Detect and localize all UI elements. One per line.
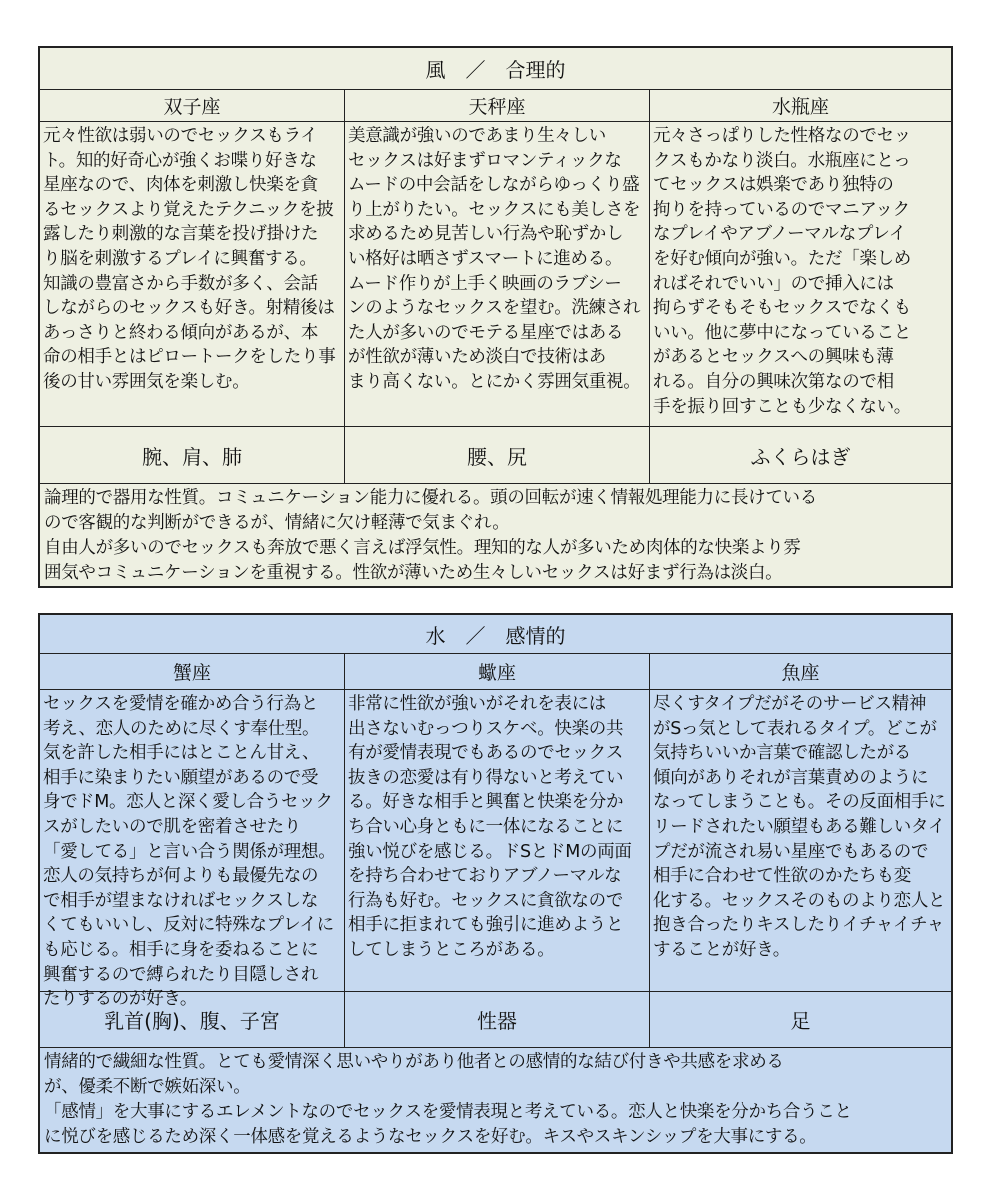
sign-name: 蟹座 (40, 654, 345, 689)
text-line: る。好きな相手と興奮と快楽を分か (348, 792, 624, 813)
text-line: プだが流され易い星座でもあるので (653, 841, 929, 862)
sign-header-row (40, 654, 951, 690)
text-line: することが好き。 (653, 939, 790, 960)
text-line: 元々性欲は弱いのでセックスもライ (43, 126, 318, 146)
sign-description (40, 122, 345, 426)
sign-name: 蠍座 (345, 654, 650, 689)
sign-description (345, 690, 650, 991)
text-line: 元々さっぱりした性格なのでセッ (653, 126, 911, 146)
text-line: 相手に拒まれても強引に進めようと (348, 915, 624, 936)
text-line: たりするのが好き。 (43, 989, 198, 1010)
air-element-table (38, 46, 953, 588)
text-line: 尽くすタイプだがそのサービス精神 (653, 694, 927, 714)
text-line: くてもいいし、反対に特殊なプレイに (43, 915, 334, 936)
text-line: が、優柔不断で嫉妬深い。 (44, 1077, 251, 1097)
body-part: ふくらはぎ (750, 444, 851, 469)
text-line: スがしたいので肌を密着させたり (43, 816, 301, 837)
text-line: 抱き合ったりキスしたりイチャイチャ (653, 915, 944, 936)
text-line: 気を許した相手にはとことん甘え、 (43, 743, 320, 764)
text-line: 相手に染まりたい願望があるので受 (43, 767, 319, 788)
text-line: 拘らずそもそもセックスでなくも (653, 298, 911, 319)
body-part: 乳首(胸)、腹、子宮 (40, 992, 345, 1047)
text-line: 情緒的で繊細な性質。とても愛情深く思いやりがあり他者との感情的な結び付きや共感を求める (44, 1052, 784, 1072)
text-line: り上がりたい。セックスにも美しさを (348, 199, 641, 220)
text-line: 拘りを持っているのでマニアック (653, 199, 910, 220)
sign-description (40, 690, 345, 1010)
text-line: なプレイやアブノーマルなプレイ (653, 224, 906, 245)
text-line: を持ち合わせておりアブノーマルな (348, 866, 622, 887)
text-line: も応じる。相手に身を委ねることに (43, 939, 319, 960)
text-line: 行為も好む。セックスに貪欲なので (348, 890, 624, 911)
text-line: セックスを愛情を確かめ合う行為と (43, 694, 319, 714)
text-line: セックスは好まずロマンティックな (348, 150, 622, 171)
text-line: なってしまうことも。その反面相手に (653, 792, 946, 813)
text-line: 強い悦びを感じる。ドSとドMの両面 (348, 841, 632, 862)
text-line: 恋人の気持ちが何よりも最優先なの (43, 866, 319, 887)
text-line: があるとセックスへの興味も薄 (653, 347, 894, 368)
description-row (40, 122, 951, 427)
water-element-table (38, 613, 953, 1154)
text-line: 囲気やコミュニケーションを重視する。性欲が薄いため生々しいセックスは好まず行為は淡白。 (44, 563, 783, 583)
text-line: いい。他に夢中になっていること (653, 322, 911, 343)
text-line: ンのようなセックスを望む。洗練され (348, 298, 641, 319)
text-line: あっさりと終わる傾向があるが、本 (43, 322, 319, 343)
text-line: してしまうところがある。 (348, 939, 555, 960)
text-line: い格好は晒さずスマートに進める。 (348, 248, 623, 269)
sign-name: 双子座 (40, 90, 345, 121)
text-line: で相手が望まなければセックスしな (43, 890, 319, 911)
text-line: 有が愛情表現でもあるのでセックス (348, 743, 624, 764)
text-line: てセックスは娯楽であり独特の (653, 175, 894, 196)
table-title: 水 ／ 感情的 (40, 615, 951, 654)
body-part-row (40, 427, 951, 484)
text-line: 考え、恋人のために尽くす奉仕型。 (43, 718, 320, 739)
text-line: 興奮するので縛られたり目隠しされ (43, 964, 319, 985)
element-summary (40, 484, 951, 586)
text-line: が性欲が薄いため淡白で技術はあ (348, 347, 606, 368)
text-line: 露したり刺激的な言葉を投げ掛けた (43, 224, 319, 245)
text-line: り脳を刺激するプレイに興奮する。 (43, 248, 317, 269)
text-line: を好む傾向が強い。ただ「楽しめ (653, 248, 911, 269)
text-line: 化する。セックスそのものより恋人と (653, 890, 946, 911)
text-line: 命の相手とはピロートークをしたり事 (43, 347, 336, 368)
element-summary (40, 1048, 951, 1152)
body-part-row (40, 992, 951, 1048)
text-line: 傾向がありそれが言葉責めのように (653, 767, 929, 788)
text-line: がSっ気として表れるタイプ。どこが (653, 718, 937, 739)
text-line: 身でドM。恋人と深く愛し合うセック (43, 792, 333, 813)
text-line: 抜きの恋愛は有り得ないと考えてい (348, 767, 624, 788)
text-line: ち合い心身ともに一体になることに (348, 816, 624, 837)
description-row (40, 690, 951, 1010)
sign-name: 水瓶座 (771, 96, 829, 118)
text-line: ので客観的な判断ができるが、情緒に欠け軽薄で気まぐれ。 (44, 513, 510, 533)
text-line: 求めるため見苦しい行為や恥ずかし (348, 224, 624, 245)
text-line: リードされたい願望もある難しいタイ (653, 816, 946, 837)
text-line: 手を振り回すことも少なくない。 (653, 396, 911, 417)
text-line: ムードの中会話をしながらゆっくり盛 (348, 175, 640, 196)
text-line: るセックスより覚えたテクニックを披 (43, 199, 334, 220)
sign-header-row (40, 90, 951, 122)
text-line: 知識の豊富さから手数が多く、会話 (43, 273, 318, 294)
text-line: ト。知的好奇心が強くお喋り好きな (43, 150, 317, 171)
sign-name: 魚座 (781, 662, 820, 684)
table-title: 風 ／ 合理的 (40, 48, 951, 90)
text-line: れる。自分の興味次第なので相 (653, 371, 894, 392)
text-line: ればそれでいい」ので挿入には (653, 273, 894, 294)
text-line: ムード作りが上手く映画のラブシー (348, 273, 622, 294)
sign-description (345, 122, 650, 426)
body-part: 足 (790, 1009, 811, 1033)
body-part: 腰、尻 (345, 427, 650, 483)
text-line: 相手に合わせて性欲のかたちも変 (653, 866, 911, 887)
text-line: 自由人が多いのでセックスも奔放で悪く言えば浮気性。理知的な人が多いため肉体的な快楽より雰 (44, 538, 801, 558)
text-line: クスもかなり淡白。水瓶座にとっ (653, 150, 911, 171)
text-line: 「愛してる」と言い合う関係が理想。 (43, 841, 336, 862)
text-line: た人が多いのでモテる星座ではある (348, 322, 624, 343)
text-line: 論理的で器用な性質。コミュニケーション能力に優れる。頭の回転が速く情報処理能力に長けている (44, 488, 817, 508)
sign-description (650, 690, 951, 991)
text-line: 非常に性欲が強いがそれを表には (348, 694, 606, 714)
text-line: しながらのセックスも好き。射精後は (43, 298, 335, 319)
text-line: 後の甘い雰囲気を楽しむ。 (43, 371, 250, 392)
text-line: 出さないむっつりスケベ。快楽の共 (348, 718, 624, 739)
body-part: 腕、肩、肺 (40, 427, 345, 483)
text-line: まり高くない。とにかく雰囲気重視。 (348, 371, 641, 392)
text-line: に悦びを感じるため深く一体感を覚えるようなセックスを好む。キスやスキンシップを大事にする。 (44, 1127, 817, 1147)
body-part: 性器 (345, 992, 650, 1047)
sign-name: 天秤座 (345, 90, 650, 121)
sign-description (650, 122, 951, 426)
text-line: 「感情」を大事にするエレメントなのでセックスを愛情表現と考えている。恋人と快楽を分かち合うこと (44, 1102, 852, 1122)
text-line: 星座なので、肉体を刺激し快楽を貪 (43, 175, 318, 196)
text-line: 気持ちいいか言葉で確認したがる (653, 743, 911, 764)
text-line: 美意識が強いのであまり生々しい (348, 126, 606, 146)
